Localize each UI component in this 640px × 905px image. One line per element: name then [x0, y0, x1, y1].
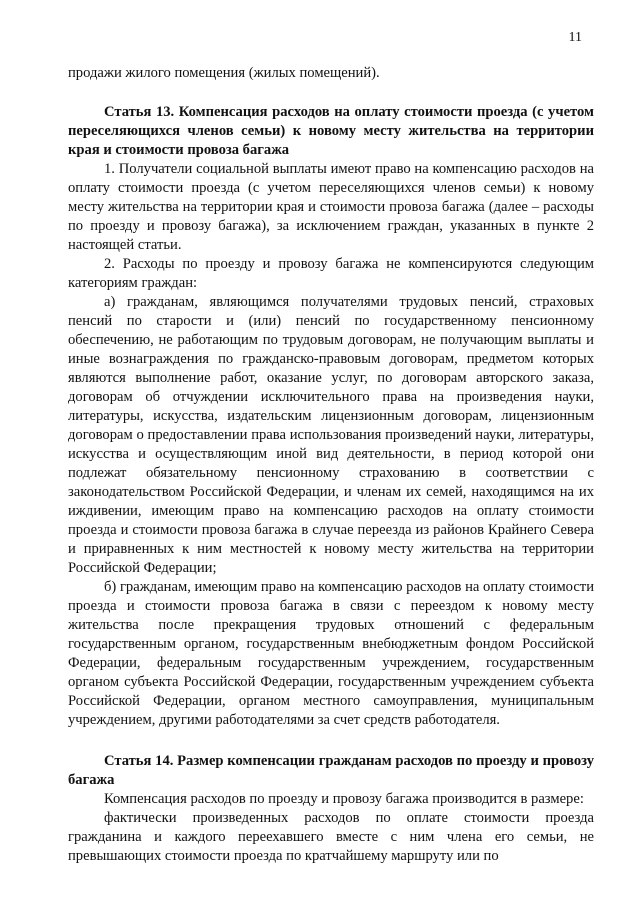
page-number: 11	[568, 30, 582, 45]
paragraph-2: 2. Расходы по проезду и провозу багажа не компенсируются следующим категориям граждан:	[68, 256, 594, 291]
paragraph-1: 1. Получатели социальной выплаты имеют право на компенсацию расходов на оплату стоимости проезда (с учетом переселяющихся членов семьи) к новому месту жительства на территории края и стоимости провоза багажа (далее – расходы по проезду и провозу багажа), за исключением граждан, указанных в пункте 2 настоящей статьи.	[68, 161, 594, 253]
article-14-item: фактически произведенных расходов по оплате стоимости проезда гражданина и каждого переехавшего вместе с ним члена его семьи, не превышающих стоимости проезда по кратчайшему маршруту или по	[68, 810, 594, 864]
continuation-text: продажи жилого помещения (жилых помещений).	[68, 65, 380, 81]
article-14-paragraph: Компенсация расходов по проезду и провозу багажа производится в размере:	[104, 791, 584, 807]
article-13-heading: Статья 13. Компенсация расходов на оплату стоимости проезда (с учетом переселяющихся членов семьи) к новому месту жительства на территории края и стоимости провоза багажа	[68, 104, 594, 158]
document-body	[68, 64, 594, 866]
article-14-heading: Статья 14. Размер компенсации гражданам расходов по проезду и провозу багажа	[68, 753, 594, 788]
subparagraph-a: а) гражданам, являющимся получателями трудовых пенсий, страховых пенсий по старости и (или) пенсий по государственному пенсионному обеспечению, не работающим по трудовым договорам, не получающим выплаты и иные вознаграждения по гражданско-правовым договорам, предметом которых являются выполнение работ, оказание услуг, по договорам авторского заказа, договорам об отчуждении исключительного права на произведения науки, литературы, искусства, издательским лицензионным договорам, лицензионным договорам о предоставлении права использования произведений науки, литературы, искусства и осуществляющим иной вид деятельности, в период которой они подлежат обязательному пенсионному страхованию в соответствии с законодательством Российской Федерации, и членам их семей, находящимся на их иждивении, имеющим право на компенсацию расходов на оплату стоимости проезда и стоимости провоза багажа в случае переезда из районов Крайнего Севера и приравненных к ним местностей к новому месту жительства на территории Российской Федерации;	[68, 294, 594, 576]
subparagraph-b: б) гражданам, имеющим право на компенсацию расходов на оплату стоимости проезда и стоимости провоза багажа в связи с переездом к новому месту жительства после прекращения трудовых отношений с федеральным государственным органом, государственным внебюджетным фондом Российской Федерации, федеральным государственным учреждением, государственным органом субъекта Российской Федерации, государственным учреждением субъекта Российской Федерации, органом местного самоуправления, муниципальным учреждением, другими работодателями за счет средств работодателя.	[68, 579, 594, 728]
